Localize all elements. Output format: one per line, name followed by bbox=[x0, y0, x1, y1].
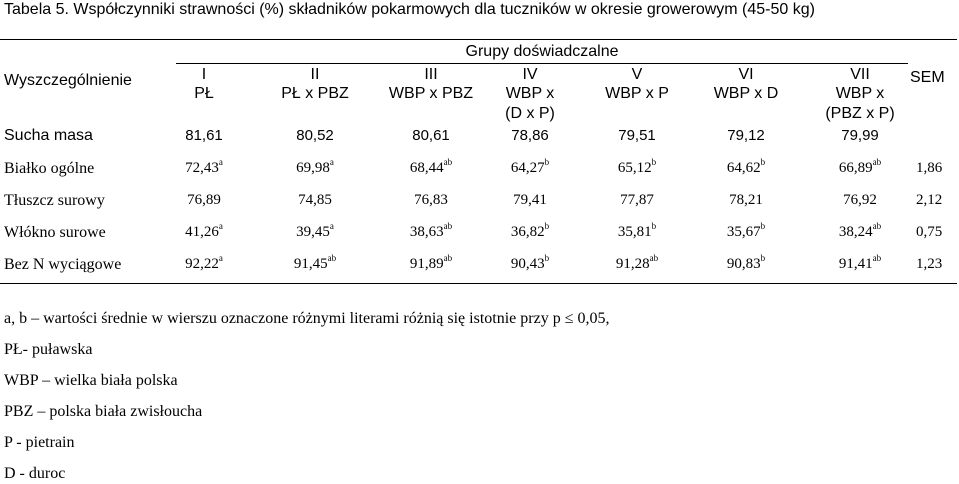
cell-value: 76,83 bbox=[414, 192, 448, 208]
significance-superscript: ab bbox=[872, 253, 882, 263]
column-header-5-l2: WBP x P bbox=[605, 85, 669, 102]
column-header-6-l2: WBP x D bbox=[713, 85, 779, 102]
table-cell bbox=[726, 253, 766, 273]
significance-superscript: b bbox=[651, 157, 657, 167]
cell-value: 91,89 bbox=[409, 256, 444, 272]
significance-superscript: ab bbox=[872, 221, 882, 231]
table-cell bbox=[726, 221, 766, 241]
table-cell bbox=[187, 192, 221, 209]
table-cell bbox=[293, 253, 337, 273]
column-header-4-l3: (D x P) bbox=[505, 105, 555, 122]
table-cell bbox=[510, 253, 550, 273]
table-cell bbox=[185, 253, 223, 273]
table-cell bbox=[620, 192, 654, 209]
cell-value: 35,67 bbox=[726, 224, 761, 240]
column-header-4-l2: WBP x bbox=[505, 85, 555, 102]
cell-value: 78,86 bbox=[511, 127, 549, 144]
cell-value: 41,26 bbox=[185, 224, 219, 240]
table-cell bbox=[296, 157, 334, 177]
footnote-item: WBP – wielka biała polska bbox=[4, 372, 178, 389]
cell-value: 90,43 bbox=[510, 256, 545, 272]
column-header-7-l1: VII bbox=[850, 66, 870, 83]
table-cell bbox=[296, 127, 334, 144]
column-header-2-l2: PŁ x PBZ bbox=[281, 85, 349, 102]
significance-superscript: a bbox=[218, 253, 223, 263]
cell-value: 38,63 bbox=[409, 224, 444, 240]
cell-value: 80,52 bbox=[296, 127, 334, 144]
table-cell bbox=[618, 127, 656, 144]
cell-value: 64,27 bbox=[510, 160, 545, 176]
cell-value: 92,22 bbox=[185, 256, 219, 272]
cell-value: 36,82 bbox=[510, 224, 545, 240]
row-label: Białko ogólne bbox=[4, 160, 95, 177]
footnote-item: D - duroc bbox=[4, 465, 66, 482]
table-cell bbox=[409, 157, 453, 177]
table-cell bbox=[296, 221, 334, 241]
cell-value: 91,28 bbox=[615, 256, 650, 272]
cell-value: 79,12 bbox=[727, 127, 765, 144]
column-header-1-l1: I bbox=[201, 66, 207, 83]
table-cell bbox=[838, 221, 882, 241]
column-header-3-l2: WBP x PBZ bbox=[388, 85, 474, 102]
cell-value: 64,62 bbox=[726, 160, 761, 176]
table-top-border bbox=[0, 39, 957, 40]
group-header-underline bbox=[176, 63, 908, 64]
cell-value: 81,61 bbox=[185, 127, 223, 144]
sem-value: 1,86 bbox=[916, 160, 943, 176]
significance-superscript: ab bbox=[443, 253, 453, 263]
significance-superscript: a bbox=[218, 221, 223, 231]
table-cell bbox=[843, 192, 877, 209]
table-cell bbox=[617, 221, 657, 241]
cell-value: 77,87 bbox=[620, 192, 654, 208]
row-header: Wyszczególnienie bbox=[4, 72, 132, 89]
table-cell bbox=[412, 127, 450, 144]
significance-superscript: b bbox=[544, 253, 550, 263]
table-cell bbox=[841, 127, 879, 144]
significance-superscript: b bbox=[760, 221, 766, 231]
sem-value: 0,75 bbox=[916, 224, 943, 240]
significance-superscript: ab bbox=[443, 221, 453, 231]
cell-value: 74,85 bbox=[298, 192, 332, 208]
column-header-2-l1: II bbox=[310, 66, 320, 83]
column-header-3-l1: III bbox=[424, 66, 438, 83]
table-cell bbox=[409, 253, 453, 273]
table-cell bbox=[409, 221, 453, 241]
column-header-4-l1: IV bbox=[522, 66, 538, 83]
table-cell bbox=[511, 127, 549, 144]
cell-value: 72,43 bbox=[185, 160, 219, 176]
cell-value: 79,41 bbox=[513, 192, 547, 208]
cell-value: 39,45 bbox=[296, 224, 330, 240]
significance-superscript: ab bbox=[649, 253, 659, 263]
table-cell bbox=[185, 157, 223, 177]
significance-superscript: a bbox=[329, 157, 334, 167]
table-cell bbox=[726, 157, 766, 177]
table-cell bbox=[510, 157, 550, 177]
footnote-significance: a, b – wartości średnie w wierszu oznaczone różnymi literami różnią się istotnie przy p ≤ 0,05, bbox=[4, 310, 610, 327]
column-header-7-l2: WBP x bbox=[835, 85, 885, 102]
table-cell bbox=[298, 192, 332, 209]
table-cell bbox=[727, 127, 765, 144]
cell-value: 79,51 bbox=[618, 127, 656, 144]
column-header-6-l1: VI bbox=[738, 66, 754, 83]
significance-superscript: b bbox=[760, 253, 766, 263]
footnote-item: P - pietrain bbox=[4, 434, 75, 451]
cell-value: 79,99 bbox=[841, 127, 879, 144]
cell-value: 68,44 bbox=[409, 160, 444, 176]
row-label: Tłuszcz surowy bbox=[4, 192, 105, 209]
cell-value: 76,92 bbox=[843, 192, 877, 208]
significance-superscript: a bbox=[218, 157, 223, 167]
column-header-7-l3: (PBZ x P) bbox=[825, 105, 895, 122]
column-header-5-l1: V bbox=[631, 66, 643, 83]
table-cell bbox=[414, 192, 448, 209]
cell-value: 76,89 bbox=[187, 192, 221, 208]
significance-superscript: ab bbox=[443, 157, 453, 167]
cell-value: 91,41 bbox=[838, 256, 873, 272]
footnote-item: PŁ- puławska bbox=[4, 341, 93, 358]
cell-value: 35,81 bbox=[617, 224, 652, 240]
table-title: Tabela 5. Współczynniki strawności (%) składników pokarmowych dla tuczników w okresie growerowym (45-50 kg) bbox=[4, 1, 815, 18]
significance-superscript: ab bbox=[872, 157, 882, 167]
row-label: Sucha masa bbox=[4, 127, 93, 144]
column-header-1-l2: PŁ bbox=[194, 85, 214, 102]
table-cell bbox=[615, 253, 659, 273]
significance-superscript: b bbox=[651, 221, 657, 231]
table-cell bbox=[513, 192, 547, 209]
sem-value: 2,12 bbox=[916, 192, 943, 208]
table-cell bbox=[185, 127, 223, 144]
significance-superscript: a bbox=[329, 221, 334, 231]
row-label: Włókno surowe bbox=[4, 224, 106, 241]
table-cell bbox=[729, 192, 763, 209]
group-header: Grupy doświadczalne bbox=[465, 43, 619, 60]
table-cell bbox=[510, 221, 550, 241]
significance-superscript: b bbox=[760, 157, 766, 167]
table-bottom-border bbox=[0, 283, 957, 284]
cell-value: 38,24 bbox=[838, 224, 873, 240]
cell-value: 91,45 bbox=[293, 256, 328, 272]
table-cell bbox=[838, 157, 882, 177]
sem-value: 1,23 bbox=[916, 256, 943, 272]
cell-value: 78,21 bbox=[729, 192, 763, 208]
cell-value: 80,61 bbox=[412, 127, 450, 144]
cell-value: 65,12 bbox=[617, 160, 652, 176]
cell-value: 69,98 bbox=[296, 160, 330, 176]
cell-value: 90,83 bbox=[726, 256, 761, 272]
cell-value: 66,89 bbox=[838, 160, 873, 176]
table-cell bbox=[838, 253, 882, 273]
table-cell bbox=[617, 157, 657, 177]
significance-superscript: b bbox=[544, 221, 550, 231]
significance-superscript: b bbox=[544, 157, 550, 167]
significance-superscript: ab bbox=[327, 253, 337, 263]
footnote-item: PBZ – polska biała zwisłoucha bbox=[4, 403, 203, 420]
sem-header: SEM bbox=[910, 69, 945, 86]
row-label: Bez N wyciągowe bbox=[4, 256, 122, 273]
table-cell bbox=[185, 221, 223, 241]
